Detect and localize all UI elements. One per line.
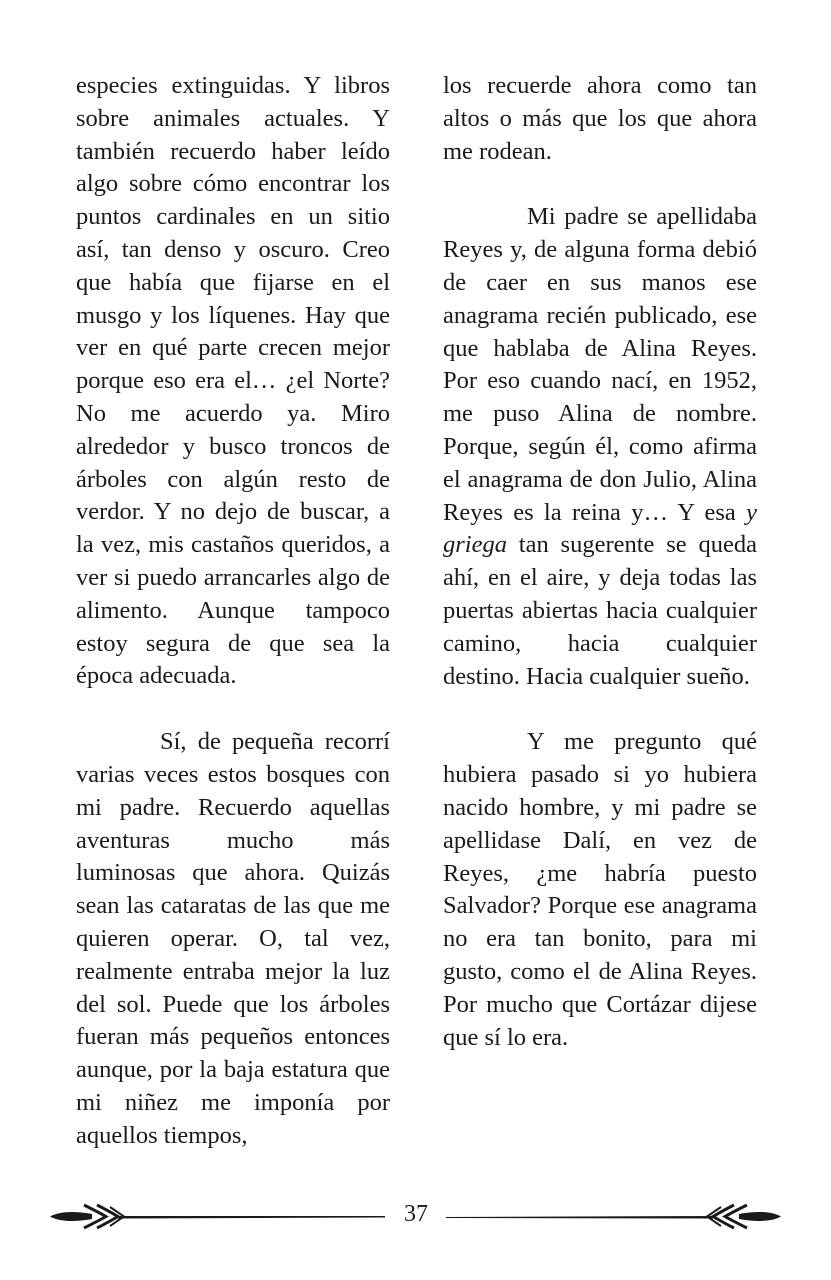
page-number: 37 xyxy=(404,1201,428,1227)
arrow-ornament-left-icon xyxy=(50,1205,385,1228)
paragraph-text-end: tan sugerente se queda ahí, en el aire, y deja todas las puertas abiertas hacia cualquier camino, hacia cualquier destino. Hacia cualquier sueño. xyxy=(443,531,757,690)
paragraph-childhood-forests: Sí, de pequeña recorrí varias veces estos bosques con mi padre. Recuerdo aquellas aventuras mucho más luminosas que ahora. Quizás sean las cataratas de las que me quieren operar. O, tal vez, realmente entraba mejor la luz del sol. Puede que los árboles fueran más pequeños entonces aunque, por la baja estatura que mi niñez me imponía por aquellos tiempos, xyxy=(76,728,390,1149)
right-text-column xyxy=(443,70,757,1087)
paragraph-father-reyes xyxy=(443,201,757,693)
paragraph-dali-question: Y me pregunto qué hubiera pasado si yo hubiera nacido hombre, y mi padre se apellidase Dalí, en vez de Reyes, ¿me habría puesto Salvador? Porque ese anagrama no era tan bonito, para mi gusto, como el de Alina Reyes. Por mucho que Cortázar dijese que sí lo era. xyxy=(443,728,757,1051)
italic-phrase: y griega xyxy=(443,498,757,559)
paragraph-text: Mi padre se apellidaba Reyes y, de alguna forma debió de caer en sus manos ese anagrama recién publicado, ese que hablaba de Alina Reyes. Por eso cuando nací, en 1952, me puso Alina de nombre. Porque, según él, como afirma el anagrama de don Julio, Alina Reyes es la reina y… Y esa xyxy=(443,203,757,526)
paragraph-continuation-right: los recuerde ahora como tan altos o más que los que ahora me rodean. xyxy=(443,72,757,165)
left-text-column xyxy=(76,70,390,1186)
arrow-ornament-right-icon xyxy=(446,1205,781,1228)
paragraph-continuation: especies extinguidas. Y libros sobre animales actuales. Y también recuerdo haber leído algo sobre cómo encontrar los puntos cardinales en un sitio así, tan denso y oscuro. Creo que había que fijarse en el musgo y los líquenes. Hay que ver en qué parte crecen mejor porque eso era el… ¿el Norte? No me acuerdo ya. Miro alrededor y busco troncos de árboles con algún resto de verdor. Y no dejo de buscar, a la vez, mis castaños queridos, a ver si puedo arrancarles algo de alimento. Aunque tampoco estoy segura de que sea la época adecuada. xyxy=(76,72,390,690)
